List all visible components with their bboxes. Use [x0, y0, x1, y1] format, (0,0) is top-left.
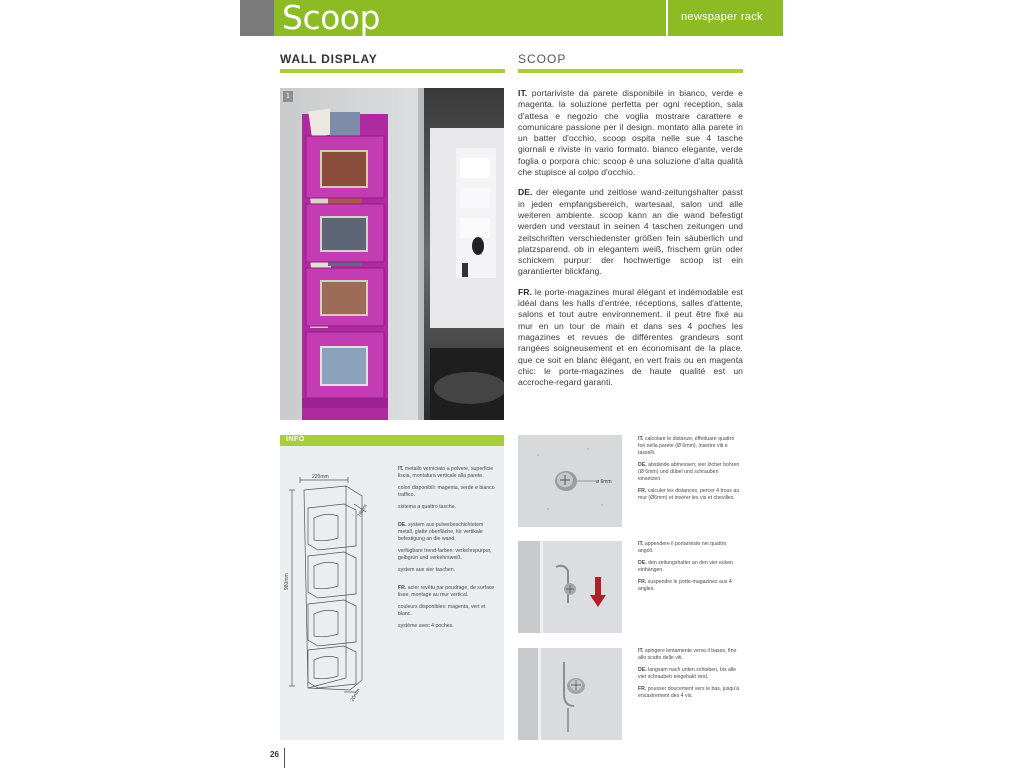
step-3-photo — [518, 648, 622, 740]
step-2-de — [638, 560, 742, 574]
step-3-lang-fr: FR. — [638, 686, 647, 692]
step-2-lang-it: IT. — [638, 541, 644, 547]
step-2-fr-text: suspendre le porte-magazines aux 4 angles. — [638, 579, 732, 592]
description-it-text: portariviste da parete disponibile in bianco, verde e magenta. la soluzione perfetta per ogni reception, sala d'attesa e negozio che voglia mostrare carattere e comunicare passione per il design. montato alla parete in un batter d'occhio, scoop ospita nelle sue 4 tasche giornali e riviste in vario formato. bianco elegante, verde foglia o porpora chic: scoop è una soluzione d'alta qualità che stupisce al colpo d'occhio. — [518, 88, 743, 178]
header-divider — [666, 0, 668, 36]
info-fr-1 — [398, 585, 500, 599]
info-fr-2: couleurs disponibles: magenta, vert et blanc. — [398, 604, 486, 617]
step-1-photo — [518, 435, 622, 527]
info-de-1 — [398, 522, 500, 543]
step-1-label: ø 6mm — [596, 479, 612, 485]
step-1-de-text: abstände abmessen; vier löcher bohren (Ø 6mm) und dübel und schrauben einsetzen. — [638, 462, 740, 482]
lang-tag-de: DE. — [518, 187, 533, 198]
step-1-it-text: calcolare le distanze, effettuare quattro fori nella parete (Ø 6mm), inserire viti e tasselli. — [638, 436, 735, 456]
step-2-text — [638, 541, 742, 598]
info-specs — [398, 466, 500, 635]
section-rule-left — [280, 69, 505, 73]
step-3-de-text: langsam nach unten schieben, bis alle vier schrauben eingehakt sind. — [638, 667, 737, 680]
info-fr-line-1: acier revêtu par poudrage, de surface lisse, montage au mur vertical. — [398, 585, 495, 598]
header-gray-block — [240, 0, 274, 36]
info-lang-it: IT. — [398, 466, 404, 472]
info-de-3: system aus vier taschen. — [398, 567, 456, 573]
step-1-fr — [638, 488, 742, 502]
section-title-left: WALL DISPLAY — [280, 52, 378, 66]
step-1-lang-it: IT. — [638, 436, 644, 442]
description-fr-text: le porte-magazines mural élégant et indémodable est idéal dans les halls d'entrée, réceptions, salles d'attente, salons et tout autre environnement. il peut être fixé au mur en un tour de main et dans ses 4 poches les magazines et revues de différentes grandeurs sont rangées soigneusement et en économisant de la place. que ce soit en blanc élégant, en vert frais ou en magenta chic: le porte-magazines de haute qualité est un accroche-regard garanti. — [518, 286, 743, 388]
dim-bottom-label: 20mm — [349, 687, 362, 703]
step-3-text — [638, 648, 742, 705]
step-1-text — [638, 436, 742, 507]
info-it-3: sistema a quattro tasche. — [398, 504, 456, 510]
screw-wall-illustration — [518, 435, 622, 527]
lang-tag-fr: FR. — [518, 286, 532, 297]
info-header-bar — [280, 435, 504, 446]
info-it-1 — [398, 466, 500, 480]
step-3-de — [638, 667, 742, 681]
step-3-fr-text: pousser doucement vers le bas, jusqu'à encastrement des 4 vis. — [638, 686, 740, 699]
info-fr-3: système avec 4 poches. — [398, 623, 454, 629]
info-lang-fr: FR. — [398, 585, 407, 591]
main-description — [518, 88, 743, 397]
step-1-it — [638, 436, 742, 457]
down-arrow-shaft — [595, 577, 601, 595]
product-photo-illustration — [280, 88, 504, 420]
section-rule-right — [518, 69, 743, 73]
product-photo — [280, 88, 504, 420]
info-it-line-1: metallo verniciato a polvere, superficie liscia, montatura verticale alla parete. — [398, 466, 494, 479]
step-1-fr-text: calculer les distances, percer 4 trous au mur (Ø6mm) et insérer les vis et chevilles. — [638, 488, 740, 501]
step-1-lang-de: DE. — [638, 462, 647, 468]
lang-tag-it: IT. — [518, 88, 528, 98]
page-number-divider — [284, 748, 285, 768]
description-de-text: der elegante und zeitlose wand-zeitungshalter passt in jeden empfangsbereich, wartesaal, salon und alle weiteren ambiente. scoop kann an die wand befestigt werden und verstaut in seinen 4 taschen zeitungen und zeitschriften verschiedenster größen fein säuberlich und platzsparend. ob in elegantem weiß, frischem grün oder schickem purpur: der hochwertige scoop ist ein garantierter blickfang. — [518, 187, 743, 277]
description-de — [518, 187, 743, 277]
step-3-it — [638, 648, 742, 662]
step-2-fr — [638, 579, 742, 593]
step-2-lang-fr: FR. — [638, 579, 647, 585]
info-de-2: verfügbare trend-farben: verkehrspurpur, gelbgrün und verkehrsweiß. — [398, 548, 492, 561]
step-2-it-text: appendere il portariviste nei quattro angoli. — [638, 541, 727, 554]
description-it — [518, 88, 743, 178]
hang-rack-illustration — [518, 541, 622, 633]
step-2-photo — [518, 541, 622, 633]
info-it-2: colori disponibili: magenta, verde e bianco traffico. — [398, 485, 495, 498]
drawing-dimension-labels — [282, 468, 394, 708]
dim-height-label: 980mm — [284, 573, 290, 590]
dim-depth-label: 78mm — [356, 503, 369, 519]
info-lang-de: DE. — [398, 522, 407, 528]
description-fr — [518, 287, 743, 389]
brand-title: Scoop — [282, 0, 380, 37]
info-label: INFO — [286, 436, 305, 443]
step-1-lang-fr: FR. — [638, 488, 647, 494]
dim-width-label: 220mm — [312, 474, 329, 480]
step-2-it — [638, 541, 742, 555]
step-1-de — [638, 462, 742, 483]
header-subtitle: newspaper rack — [681, 11, 763, 23]
step-3-lang-de: DE. — [638, 667, 647, 673]
step-2-de-text: den zeitungshalter an den vier ecken einhängen. — [638, 560, 733, 573]
section-title-right: SCOOP — [518, 52, 567, 66]
info-de-line-1: system aus pulverbeschichtetem metall, glatte oberfläche, für vertikale befestigung an die wand. — [398, 522, 484, 542]
photo-number-badge: 1 — [283, 91, 293, 102]
page-number: 26 — [270, 750, 279, 759]
step-3-fr — [638, 686, 742, 700]
slide-down-illustration — [518, 648, 622, 740]
step-2-lang-de: DE. — [638, 560, 647, 566]
step-3-lang-it: IT. — [638, 648, 644, 654]
step-3-it-text: spingere lentamente verso il basso, fino allo scatto delle viti. — [638, 648, 737, 661]
